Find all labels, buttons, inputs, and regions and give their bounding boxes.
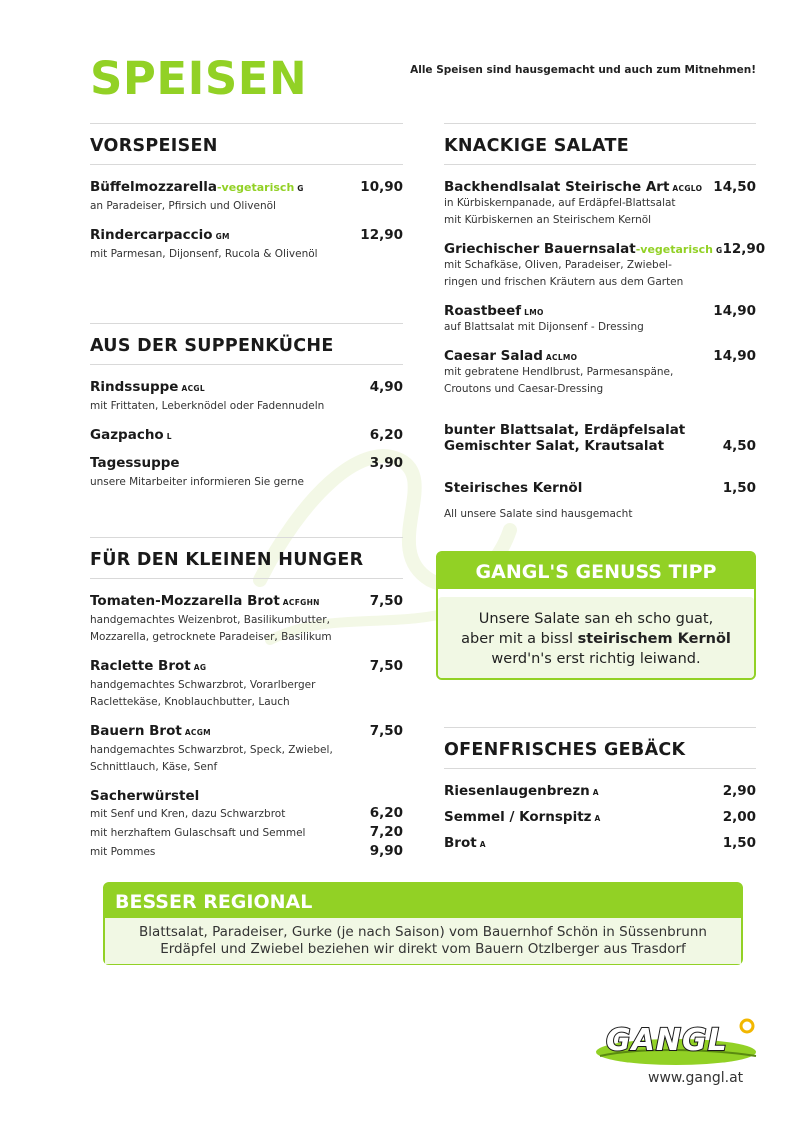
item-price: 4,90 [369,379,403,395]
item-price: 12,90 [722,241,766,257]
allergen-code: A [592,788,599,797]
allergen-code: ACGL [181,384,205,393]
section-heading: VORSPEISEN [90,124,403,165]
item-price: 14,90 [713,348,756,364]
item-name: Gazpacho [90,427,164,443]
item-description: handgemachtes Schwarzbrot, Vorarlberger [90,679,316,691]
item-name: Roastbeef [444,303,522,319]
item-name: Gemischter Salat, Krautsalat [444,438,665,454]
item-name: Büffelmozzarella [90,179,217,195]
allergen-code: L [166,432,172,441]
menu-item [444,835,756,851]
item-price: 3,90 [369,455,403,471]
item-price: 2,90 [722,783,756,799]
item-price: 14,90 [713,303,756,319]
tipp-body [438,597,754,678]
menu-item [444,783,756,799]
menu-item [90,593,403,646]
item-price: 14,50 [713,179,756,195]
regional-line: Blattsalat, Paradeiser, Gurke (je nach Saison) vom Bauernhof Schön in Süssenbrunn [139,924,707,940]
menu-item [90,427,403,443]
section-heading: KNACKIGE SALATE [444,124,756,165]
logo-text: GANGL [606,1023,728,1058]
item-description: handgemachtes Weizenbrot, Basilikumbutter, [90,614,330,626]
allergen-code: A [594,814,601,823]
item-name: Backhendlsalat Steirische Art [444,179,670,195]
item-name: Griechischer Bauernsalat [444,241,636,257]
allergen-code: G [297,184,304,193]
item-description: mit Schafkäse, Oliven, Paradeiser, Zwiebel- [444,259,672,271]
allergen-code: LMO [524,308,544,317]
menu-item [444,348,756,398]
price-option [90,823,403,842]
tipp-line [448,629,744,649]
gangl-logo [594,1012,762,1068]
section-suppen [90,323,403,503]
menu-item [444,303,756,336]
item-description: in Kürbiskernpanade, auf Erdäpfel-Blattsalat [444,197,676,209]
option-label: mit Pommes [90,846,156,858]
item-price: 4,50 [722,438,756,454]
item-price: 6,20 [369,427,403,443]
item-name: Tagessuppe [90,455,180,471]
item-description: unsere Mitarbeiter informieren Sie gerne [90,476,304,488]
tipp-highlight: steirischem Kernöl [577,631,731,647]
section-kleiner-hunger [90,537,403,873]
item-name: Rindssuppe [90,379,179,395]
allergen-code: ACLMO [545,353,578,362]
website-link[interactable]: www.gangl.at [648,1070,744,1086]
price-option [90,804,403,823]
item-name: Semmel / Kornspitz [444,809,592,825]
allergen-code: ACFGHN [282,598,320,607]
menu-item [90,658,403,711]
menu-item [444,241,766,291]
item-price: 7,50 [369,723,403,739]
menu-item [90,179,403,215]
menu-item [444,179,756,229]
regional-line: Erdäpfel und Zwiebel beziehen wir direkt vom Bauern Otzlberger aus Trasdorf [160,941,686,957]
besser-regional-box [103,882,743,965]
item-name: Steirisches Kernöl [444,480,583,496]
tipp-line: Unsere Salate san eh scho guat, [478,611,714,627]
item-name: Bauern Brot [90,723,182,739]
item-name: Caesar Salad [444,348,543,364]
menu-item [90,455,403,491]
item-name: Raclette Brot [90,658,191,674]
item-name: Sacherwürstel [90,788,200,804]
page-title: SPEISEN [90,52,308,105]
item-name: Tomaten-Mozzarella Brot [90,593,280,609]
option-price: 9,90 [369,843,403,859]
item-price: 7,50 [369,658,403,674]
item-price: 7,50 [369,593,403,609]
vegetarian-label: -vegetarisch [216,181,295,194]
menu-item [444,809,756,825]
item-description: Raclettekäse, Knoblauchbutter, Lauch [90,696,290,708]
item-price: 2,00 [722,809,756,825]
item-description: auf Blattsalat mit Dijonsenf - Dressing [444,321,644,333]
item-description: mit Kürbiskernen an Steirischem Kernöl [444,214,652,226]
menu-item-beilagensalate [444,422,756,454]
tipp-heading: GANGL'S GENUSS TIPP [438,553,754,589]
menu-item [90,227,403,263]
price-option [90,842,403,861]
option-price: 7,20 [369,824,403,840]
section-heading: AUS DER SUPPENKÜCHE [90,324,403,365]
section-vorspeisen [90,123,403,275]
regional-body [105,918,741,964]
item-description: Croutons und Caesar-Dressing [444,383,604,395]
item-name: Brot [444,835,477,851]
tipp-text: aber mit a bissl [461,631,578,647]
salad-note: All unsere Salate sind hausgemacht [444,508,633,520]
menu-item-sacherwuerstel [90,788,403,861]
item-description: mit Parmesan, Dijonsenf, Rucola & Olivenöl [90,248,318,260]
allergen-code: ACGM [184,728,211,737]
section-gebaeck [444,727,756,863]
tagline: Alle Speisen sind hausgemacht und auch zum Mitnehmen! [410,64,756,76]
genuss-tipp-box [436,551,756,680]
tipp-line: werd'n's erst richtig leiwand. [491,651,701,667]
item-price: 12,90 [360,227,403,243]
item-description: mit gebratene Hendlbrust, Parmesanspäne, [444,366,674,378]
item-name: bunter Blattsalat, Erdäpfelsalat [444,422,686,438]
menu-item-kernoel [444,480,756,496]
option-label: mit herzhaftem Gulaschsaft und Semmel [90,827,306,839]
item-price: 10,90 [360,179,403,195]
item-description: mit Frittaten, Leberknödel oder Fadennudeln [90,400,325,412]
allergen-code: ACGLO [672,184,703,193]
item-description: handgemachtes Schwarzbrot, Speck, Zwiebel, [90,744,333,756]
allergen-code: GM [215,232,230,241]
option-price: 6,20 [369,805,403,821]
section-salate [444,123,766,520]
vegetarian-label: -vegetarisch [635,243,714,256]
section-heading: OFENFRISCHES GEBÄCK [444,728,756,769]
section-heading: FÜR DEN KLEINEN HUNGER [90,538,403,579]
item-name: Rindercarpaccio [90,227,213,243]
menu-item [90,379,403,415]
regional-heading: BESSER REGIONAL [105,884,741,918]
item-description: an Paradeiser, Pfirsich und Olivenöl [90,200,276,212]
item-price: 1,50 [722,835,756,851]
allergen-code: A [479,840,486,849]
item-price: 1,50 [722,480,756,496]
option-label: mit Senf und Kren, dazu Schwarzbrot [90,808,286,820]
item-description: Mozzarella, getrocknete Paradeiser, Basilikum [90,631,332,643]
allergen-code: G [716,246,723,255]
allergen-code: AG [193,663,207,672]
item-description: Schnittlauch, Käse, Senf [90,761,218,773]
menu-item [90,723,403,776]
item-description: ringen und frischen Kräutern aus dem Garten [444,276,684,288]
item-name: Riesenlaugenbrezn [444,783,590,799]
